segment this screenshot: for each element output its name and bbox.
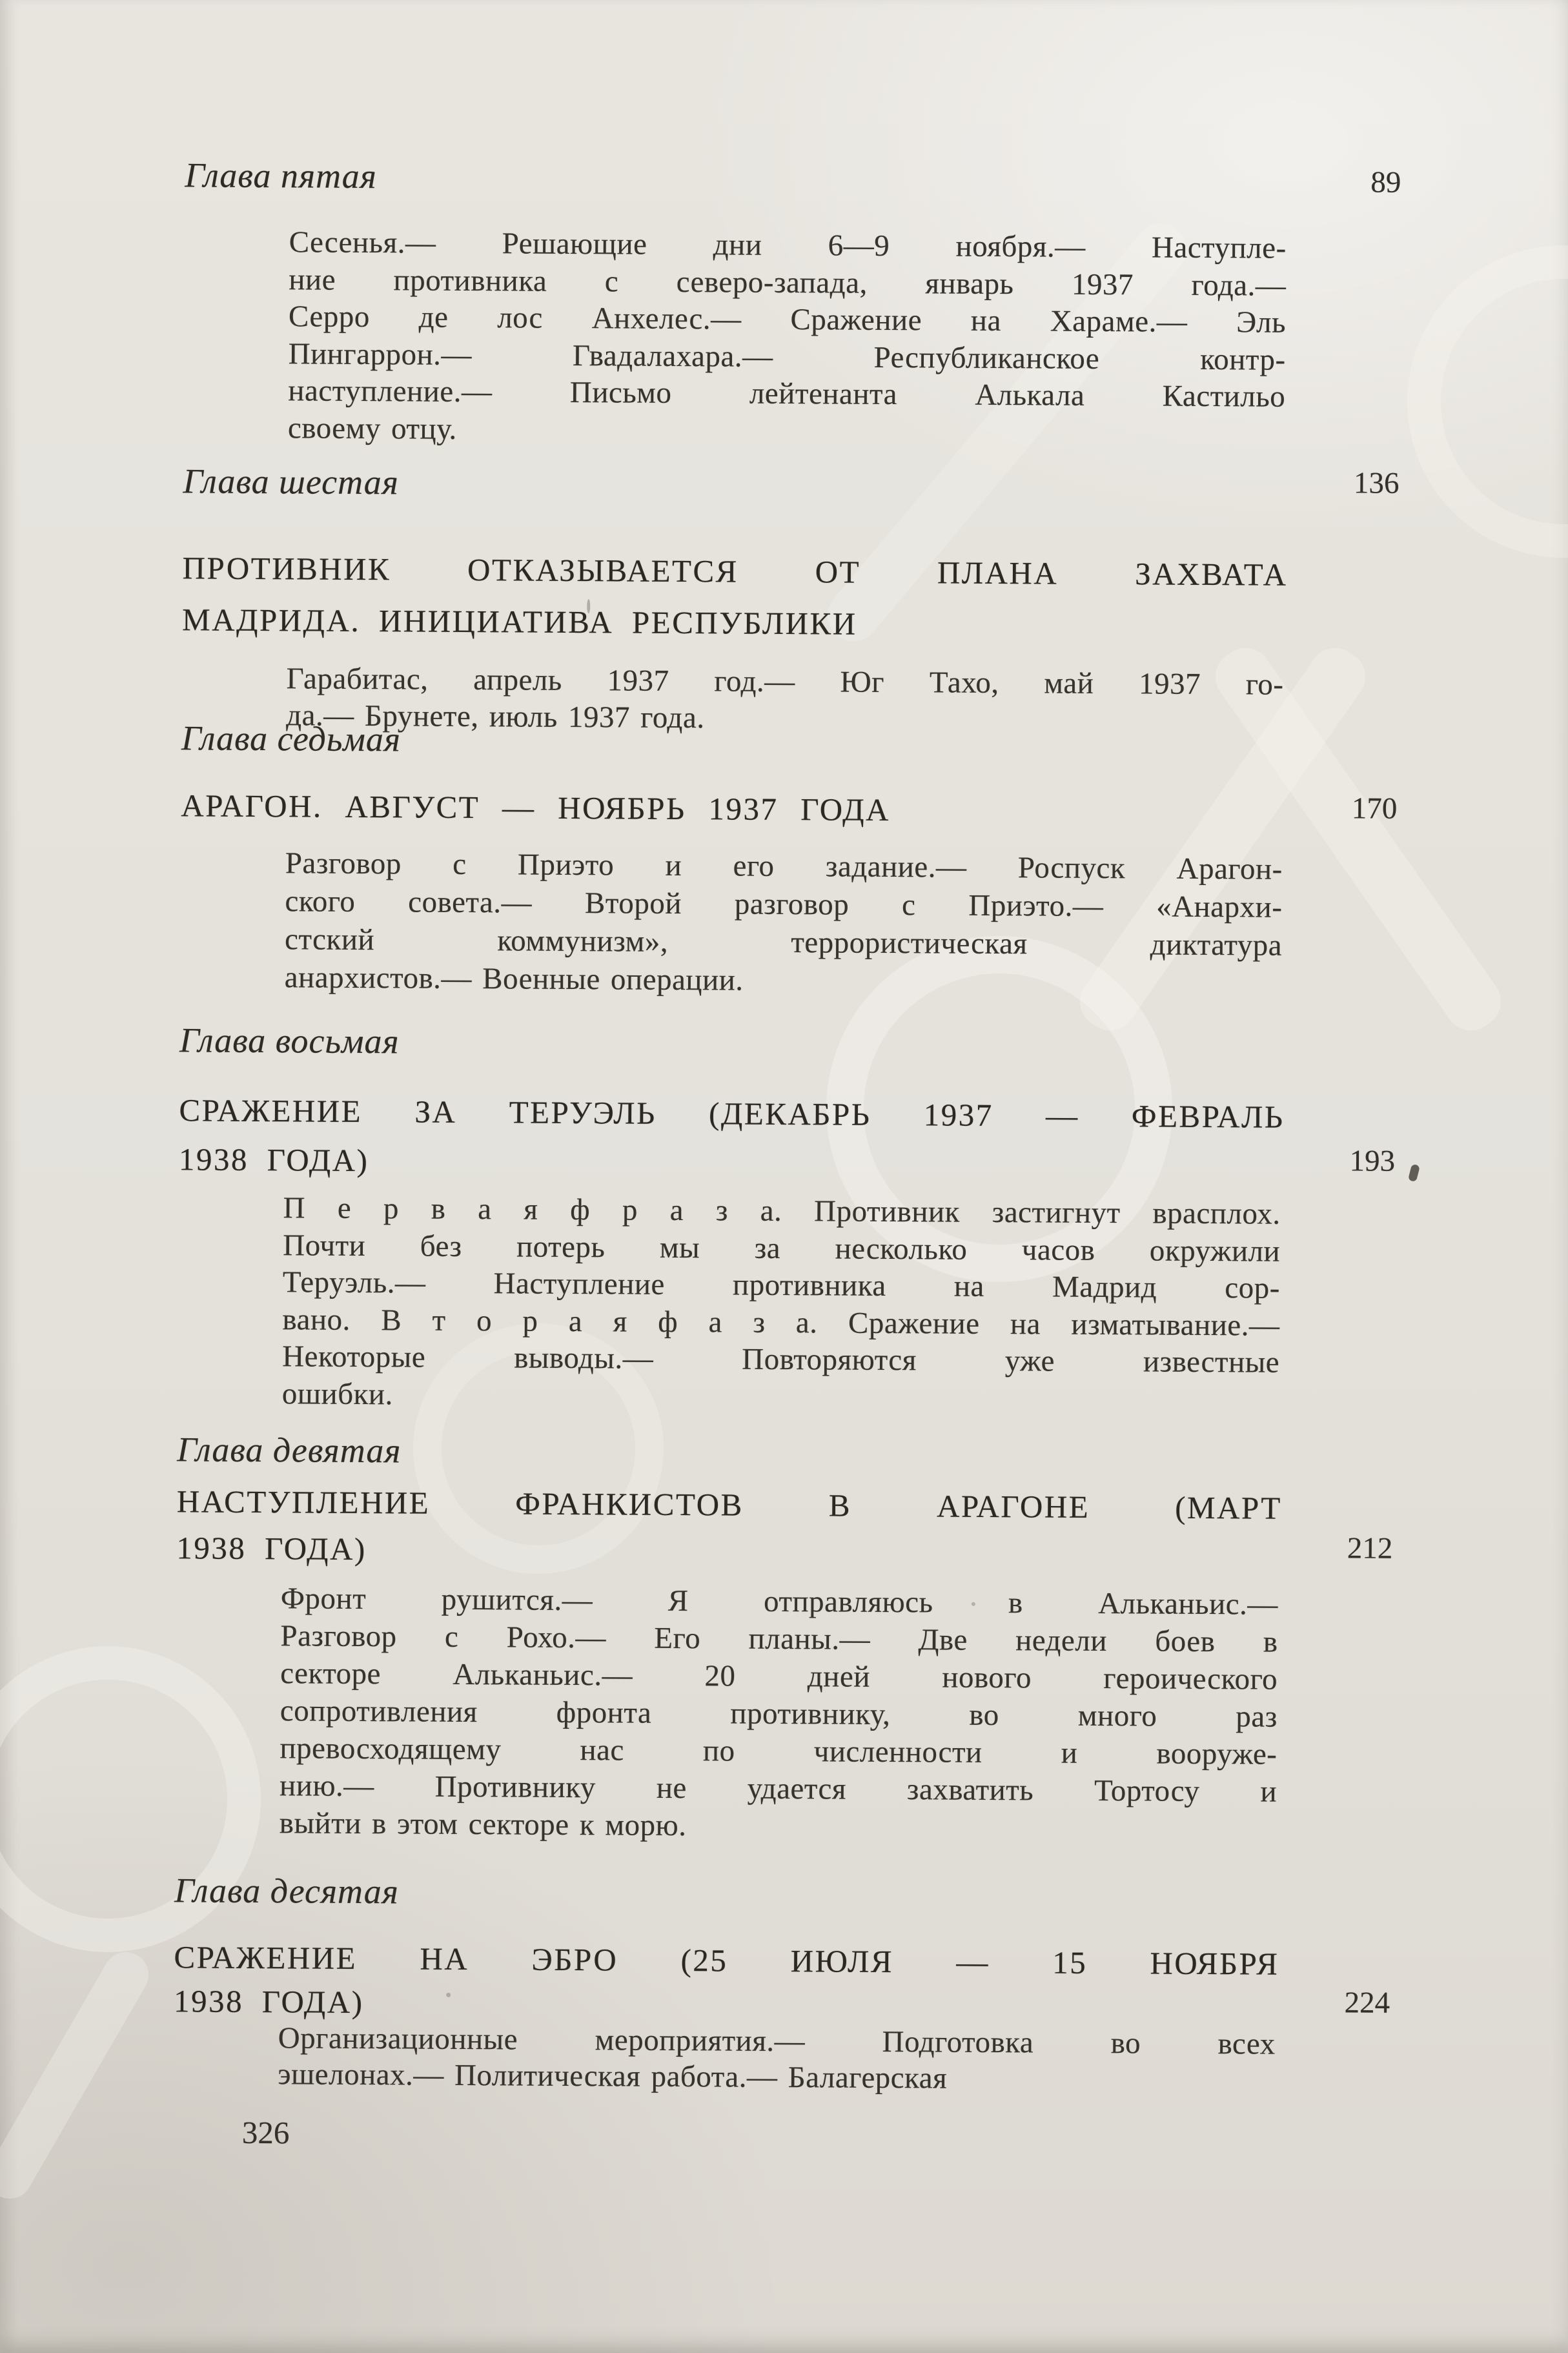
text-line: Почти без потерь мы за несколько часов окружили [283, 1228, 1281, 1268]
chapter-heading: Глава пятая [185, 156, 378, 196]
text-line: СРАЖЕНИЕ ЗА ТЕРУЭЛЬ (ДЕКАБРЬ 1937 — ФЕВРАЛЬ [179, 1092, 1285, 1135]
chapter-annotation [282, 1190, 1281, 1418]
text-line: 1938 ГОДА) [173, 1983, 364, 2021]
chapter-page-number: 89 [1370, 165, 1401, 199]
text-line: стский коммунизм», террористическая диктатура [284, 922, 1283, 963]
text-line: секторе Альканьис.— 20 дней нового героического [280, 1656, 1278, 1696]
text-line: наступление.— Письмо лейтенанта Алькала Кастильо [288, 374, 1286, 414]
text-line: АРАГОН. АВГУСТ — НОЯБРЬ 1937 ГОДА [181, 788, 891, 828]
chapter-title [182, 542, 1288, 652]
text-line: Пингаррон.— Гвадалахара.— Республиканское контр- [288, 336, 1286, 377]
text-line: ского совета.— Второй разговор с Приэто.— «Анархи- [285, 884, 1283, 924]
text-line: Сесенья.— Решающие дни 6—9 ноября.— Наступле- [289, 225, 1287, 265]
ink-speck [972, 1602, 975, 1606]
text-line: ние противника с северо-запада, январь 1937 года.— [289, 262, 1287, 303]
text-line: 1938 ГОДА) [176, 1530, 367, 1567]
chapter-annotation [286, 660, 1284, 740]
chapter-annotation [278, 2020, 1276, 2098]
text-line: Некоторые выводы.— Повторяются уже известные [282, 1339, 1280, 1380]
text-line: вано. В т о р а я ф а з а. Сражение на изматывание.— [282, 1302, 1280, 1343]
chapter-annotation [285, 844, 1283, 1003]
chapter-title [181, 781, 1286, 837]
text-line: своему отцу. [287, 411, 457, 446]
text-line: Фронт рушится.— Я отправляюсь в Альканьис.— [280, 1582, 1279, 1622]
text-line: ПРОТИВНИК ОТКАЗЫВАЕТСЯ ОТ ПЛАНА ЗАХВАТА [182, 550, 1288, 593]
chapter-heading: Глава седьмая [181, 718, 402, 759]
text-line: МАДРИДА. ИНИЦИАТИВА РЕСПУБЛИКИ [181, 602, 857, 642]
text-line: ошибки. [281, 1376, 393, 1411]
chapter-page-number: 170 [1351, 791, 1398, 826]
chapter-annotation [288, 224, 1287, 453]
ink-speck [1408, 1164, 1420, 1182]
text-line: 1938 ГОДА) [178, 1141, 369, 1179]
chapter-title [174, 1935, 1279, 2030]
chapter-heading: Глава десятая [174, 1871, 399, 1911]
ink-speck [446, 1993, 451, 1997]
chapter-page-number: 193 [1349, 1144, 1396, 1178]
text-line: да.— Брунете, июль 1937 года. [286, 698, 705, 735]
book-page-number: 326 [241, 2114, 290, 2151]
text-line: Организационные мероприятия.— Подготовка во всех [278, 2021, 1276, 2061]
text-line: П е р в а я ф р а з а. Противник застигнут врасплох. [283, 1191, 1281, 1231]
text-line: Теруэль.— Наступление противника на Мадрид сор- [282, 1265, 1281, 1305]
text-line: Гарабитас, апрель 1937 год.— Юг Тахо, май 1937 го- [286, 662, 1284, 702]
text-line: НАСТУПЛЕНИЕ ФРАНКИСТОВ В АРАГОНЕ (МАРТ [176, 1483, 1282, 1526]
chapter-heading: Глава девятая [177, 1430, 402, 1471]
chapter-title [179, 1086, 1285, 1190]
text-line: сопротивления фронта противнику, во много раз [280, 1694, 1278, 1734]
text-line: Разговор с Рохо.— Его планы.— Две недели боев в [280, 1619, 1278, 1659]
chapter-page-number: 212 [1347, 1531, 1393, 1565]
text-line: Разговор с Приэто и его задание.— Роспуск Арагон- [285, 846, 1283, 886]
text-line: эшелонах.— Политическая работа.— Балагерская [278, 2057, 948, 2095]
text-line: СРАЖЕНИЕ НА ЭБРО (25 ИЮЛЯ — 15 НОЯБРЯ [174, 1939, 1279, 1982]
chapter-heading: Глава шестая [183, 462, 400, 502]
chapter-annotation [280, 1580, 1278, 1848]
text-line: превосходящему нас по численности и вооруже- [280, 1731, 1278, 1771]
chapter-page-number: 136 [1353, 466, 1400, 500]
chapter-page-number: 224 [1344, 1986, 1390, 2020]
text-line: нию.— Противнику не удается захватить Тортосу и [279, 1769, 1278, 1809]
chapter-title [176, 1478, 1282, 1578]
text-line: анархистов.— Военные операции. [284, 961, 744, 997]
chapter-heading: Глава восьмая [179, 1021, 400, 1061]
text-line: Серро де лос Анхелес.— Сражение на Хараме.— Эль [288, 300, 1287, 340]
text-line: выйти в этом секторе к морю. [279, 1806, 687, 1843]
